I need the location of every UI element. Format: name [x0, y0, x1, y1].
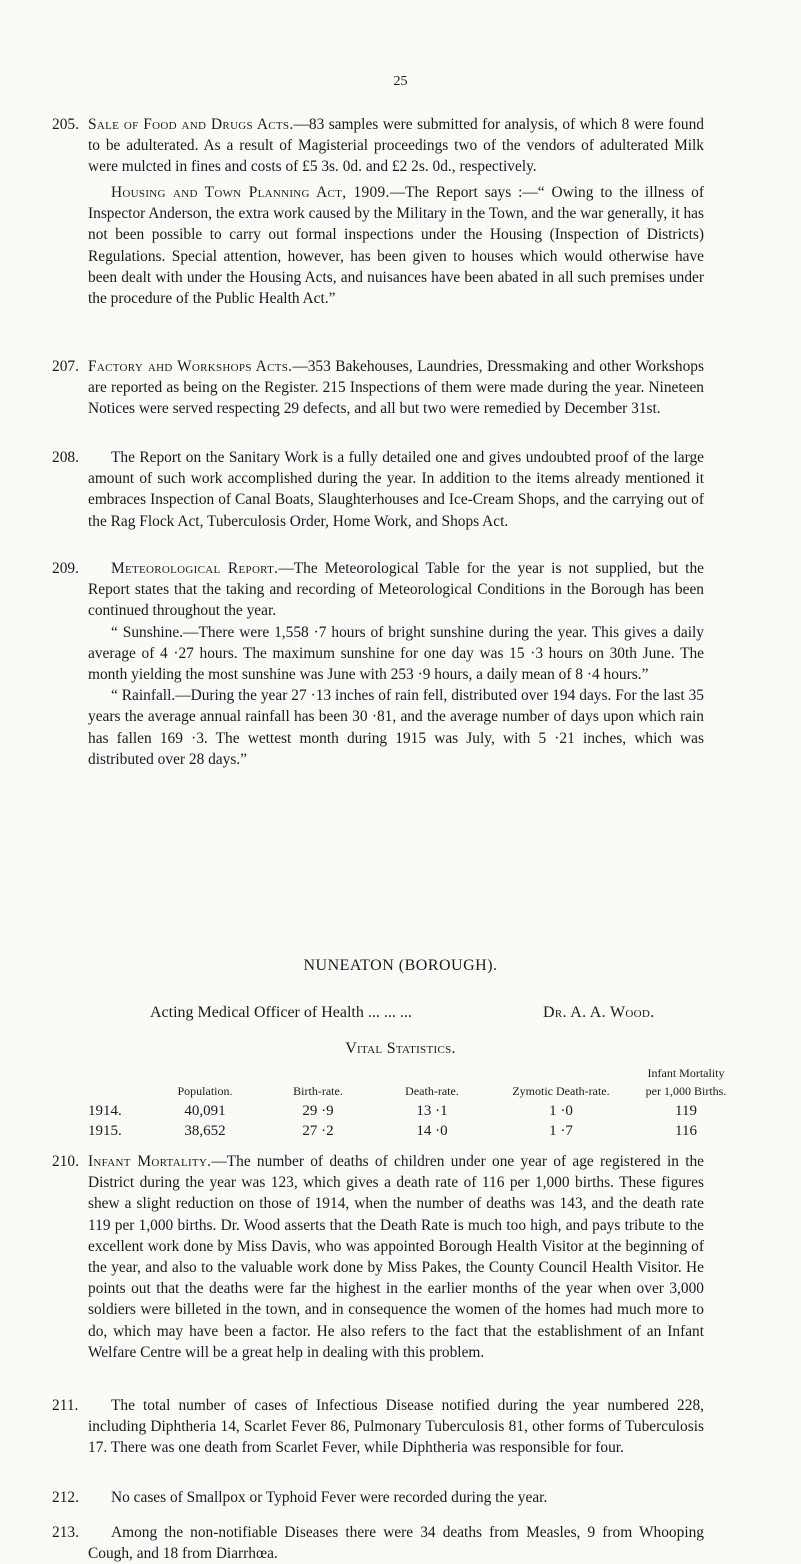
officer-name: Dr. A. A. Wood. [543, 1004, 655, 1021]
sunshine-quote: “ Sunshine.—There were 1,558 ·7 hours of bright sunshine during the year. This gives a daily average of 4 ·27 hours. The maximum sunshine for one day was 15 ·3 hours on 30th June. The month yielding the most sunshine was June with 253 ·9 hours, a daily mean of 8 ·4 hours.” [88, 623, 704, 684]
section-text: —83 samples were submitted for analysis, of which 8 were found to be adulterated. As a result of Magisterial proceedings two of the vendors of adulterated Milk were mulcted in fines and costs of £5 3s. 0d. and £2 2s. 0d., respectively. [88, 116, 704, 176]
cell-zymotic: 1 ·7 [549, 1123, 573, 1139]
cell-death-rate: 13 ·1 [416, 1103, 448, 1119]
section-text: —The Report says :—“ Owing to the illness of Inspector Anderson, the extra work caused by the Military in the Town, and the war generally, it has not been possible to carry out formal inspections under the Housing (Inspection of Districts) Regulations. Special attention, however, has been given to houses which would otherwise have been dealt with under the Housing Acts, and nuisances have been abated in all such premises under the procedure of the Public Health Act.” [88, 184, 704, 308]
section-heading: Sale of Food and Drugs Acts. [88, 116, 294, 133]
vital-statistics-title: Vital Statistics. [345, 1040, 456, 1057]
section-heading: Meteorological Report. [111, 560, 279, 577]
section-text: Among the non-notifiable Diseases there were 34 deaths from Measles, 9 from Whooping Cough, and 18 from Diarrhœa. [88, 1524, 704, 1563]
cell-birth-rate: 29 ·9 [302, 1103, 334, 1119]
section-number: 208. [52, 449, 79, 466]
borough-title: NUNEATON (BOROUGH). [303, 957, 498, 974]
section-heading: Factory ahd Workshops Acts. [88, 358, 293, 375]
cell-zymotic: 1 ·0 [549, 1103, 573, 1119]
page-number: 25 [393, 74, 408, 89]
section-number: 209. [52, 560, 79, 577]
header-death-rate: Death-rate. [405, 1084, 459, 1098]
section-210 [52, 1151, 704, 1363]
header-birth-rate: Birth-rate. [293, 1084, 343, 1098]
section-heading: Housing and Town Planning Act, 1909. [111, 184, 390, 201]
header-population: Population. [177, 1084, 233, 1098]
section-213 [52, 1522, 704, 1564]
section-number: 210. [52, 1153, 79, 1170]
cell-population: 38,652 [184, 1123, 226, 1139]
cell-infant: 119 [675, 1103, 697, 1119]
cell-infant: 116 [675, 1123, 697, 1139]
cell-death-rate: 14 ·0 [416, 1123, 448, 1139]
section-number: 207. [52, 358, 79, 375]
section-211 [52, 1395, 704, 1459]
cell-population: 40,091 [184, 1103, 226, 1119]
section-text: No cases of Smallpox or Typhoid Fever were recorded during the year. [111, 1489, 548, 1506]
acting-officer-label: Acting Medical Officer of Health ... ... ... [150, 1004, 412, 1021]
row-year: 1914. [88, 1103, 122, 1119]
section-text: —353 Bakehouses, Laundries, Dressmaking and other Workshops are reported as being on the Register. 215 Inspections of them were made during the year. Nineteen Notices were served respecting 29 defects, and all but two were remedied by December 31st. [88, 358, 704, 418]
section-heading: Infant Mortality. [88, 1153, 212, 1170]
section-209 [52, 558, 704, 770]
section-number: 211. [52, 1397, 79, 1414]
header-infant-mortality: Infant Mortality [647, 1066, 725, 1080]
section-208 [52, 447, 704, 532]
header-zymotic: Zymotic Death-rate. [512, 1084, 610, 1098]
row-year: 1915. [88, 1123, 122, 1139]
section-text: The Report on the Sanitary Work is a fully detailed one and gives undoubted proof of the large amount of such work accomplished during the year. In addition to the items already mentioned it embraces Inspection of Canal Boats, Slaughterhouses and Ice-Cream Shops, and the carrying out of the Rag Flock Act, Tuberculosis Order, Home Work, and Shops Act. [88, 449, 704, 530]
section-text: The total number of cases of Infectious Disease notified during the year numbered 228, including Diphtheria 14, Scarlet Fever 86, Pulmonary Tuberculosis 81, other forms of Tuberculosis 17. There was one death from Scarlet Fever, while Diphtheria was responsible for four. [88, 1397, 704, 1457]
section-number: 205. [52, 116, 79, 133]
section-text: —The number of deaths of children under one year of age registered in the District during the year was 123, which gives a death rate of 116 per 1,000 births. These figures shew a slight reduction on those of 1914, when the number of deaths was 143, and the death rate 119 per 1,000 births. Dr. Wood asserts that the Death Rate is much too high, and pays tribute to the excellent work done by Miss Davis, who was appointed Borough Health Visitor at the beginning of the year, and also to the valuable work done by Miss Pakes, the County Council Health Visitor. He points out that the deaths were far the highest in the earlier months of the year when over 3,000 soldiers were billeted in the town, and in consequence the women of the homes had much more to do, which may have been a factor. He also refers to the fact that the establishment of an Infant Welfare Centre will be a great help in dealing with this problem. [88, 1153, 704, 1361]
rainfall-quote: “ Rainfall.—During the year 27 ·13 inches of rain fell, distributed over 194 days. For the last 35 years the average annual rainfall has been 30 ·81, and the average number of days upon which rain has fallen 169 ·3. The wettest month during 1915 was July, with 5 ·21 inches, which was distributed over 28 days.” [88, 687, 704, 768]
section-text: —The Meteorological Table for the year is not supplied, but the Report states that the taking and recording of Meteorological Conditions in the Borough has been continued throughout the year. [88, 560, 704, 620]
section-205 [52, 114, 704, 178]
section-212 [52, 1487, 704, 1508]
cell-birth-rate: 27 ·2 [302, 1123, 334, 1139]
header-infant-per-births: per 1,000 Births. [645, 1084, 727, 1098]
section-206 [88, 182, 704, 309]
section-207 [52, 356, 704, 420]
section-number: 213. [52, 1524, 79, 1541]
section-number: 212. [52, 1489, 79, 1506]
